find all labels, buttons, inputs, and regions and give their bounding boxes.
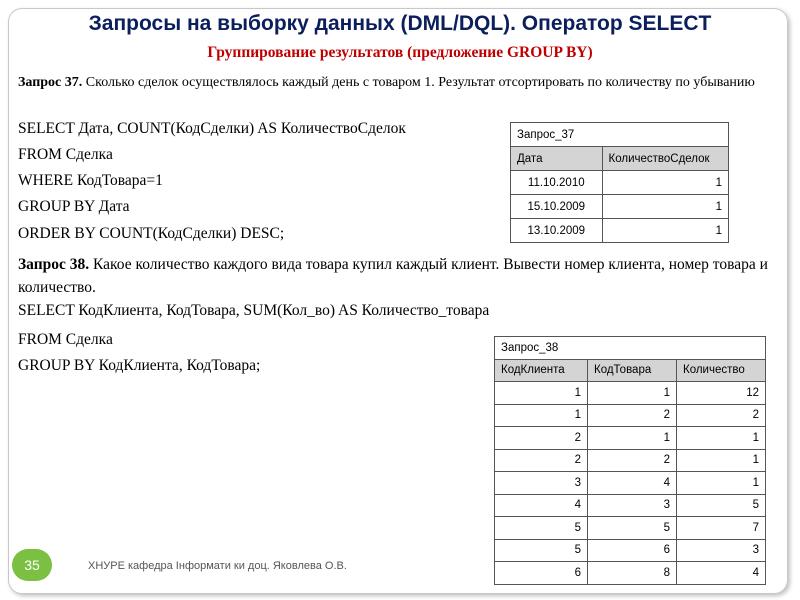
- table-cell: 12: [677, 382, 766, 405]
- table-cell: 2: [495, 427, 588, 450]
- table-cell: 3: [495, 472, 588, 495]
- table-row: [511, 219, 729, 243]
- table-name: Запрос_38: [495, 337, 766, 360]
- table-cell: 6: [495, 562, 588, 585]
- query-37-description: [18, 73, 778, 92]
- table-cell: 1: [677, 472, 766, 495]
- table-name: Запрос_37: [511, 123, 729, 147]
- table-row: [495, 427, 766, 450]
- table-cell: 11.10.2010: [511, 171, 603, 195]
- query-37-label: Запрос 37.: [18, 75, 83, 90]
- table-row: [511, 195, 729, 219]
- query-38-text: Какое количество каждого вида товара купил каждый клиент. Вывести номер клиента, номер товара и количество.: [18, 256, 768, 296]
- table-cell: 3: [677, 539, 766, 562]
- table-cell: 2: [588, 449, 677, 472]
- table-row: [495, 494, 766, 517]
- column-header: Дата: [511, 147, 603, 171]
- query-37-text: Сколько сделок осуществлялось каждый день с товаром 1. Результат отсортировать по количеству по убыванию: [82, 75, 755, 90]
- column-header: Количество: [677, 359, 766, 382]
- table-cell: 5: [495, 517, 588, 540]
- table-cell: 7: [677, 517, 766, 540]
- column-header: КодКлиента: [495, 359, 588, 382]
- table-cell: 8: [588, 562, 677, 585]
- query-38-code-line: FROM Сделка: [18, 331, 113, 348]
- table-cell: 1: [495, 404, 588, 427]
- table-row: [495, 449, 766, 472]
- query-38-label: Запрос 38.: [18, 256, 90, 273]
- query-38-code-line: GROUP BY КодКлиента, КодТовара;: [18, 357, 261, 374]
- table-cell: 2: [588, 404, 677, 427]
- table-cell: 1: [602, 219, 728, 243]
- table-cell: 1: [602, 171, 728, 195]
- table-cell: 1: [602, 195, 728, 219]
- table-cell: 1: [677, 449, 766, 472]
- query-38-code-line: SELECT КодКлиента, КодТовара, SUM(Кол_во) AS Количество_товара: [18, 302, 490, 319]
- table-cell: 4: [495, 494, 588, 517]
- table-cell: 5: [495, 539, 588, 562]
- footer-text: ХНУРЕ кафедра Інформати ки доц. Яковлева О.В.: [88, 560, 347, 572]
- table-row: [495, 517, 766, 540]
- slide-number-badge: 35: [12, 549, 52, 581]
- table-cell: 4: [588, 472, 677, 495]
- table-cell: 3: [588, 494, 677, 517]
- table-cell: 1: [588, 382, 677, 405]
- query-37-result-table: [510, 122, 729, 243]
- query-37-code-line: WHERE КодТовара=1: [18, 172, 163, 189]
- query-37-code-line: ORDER BY COUNT(КодСделки) DESC;: [18, 225, 285, 242]
- table-cell: 13.10.2009: [511, 219, 603, 243]
- query-37-code-line: GROUP BY Дата: [18, 198, 130, 215]
- query-37-code-line: FROM Сделка: [18, 146, 113, 163]
- table-row: [495, 472, 766, 495]
- table-cell: 1: [677, 427, 766, 450]
- table-cell: 5: [677, 494, 766, 517]
- query-38-description: [18, 253, 778, 299]
- table-cell: 4: [677, 562, 766, 585]
- table-row: [495, 382, 766, 405]
- table-cell: 15.10.2009: [511, 195, 603, 219]
- slide-subtitle: Группирование результатов (предложение GROUP BY): [207, 44, 593, 61]
- table-row: [495, 562, 766, 585]
- slide-title: Запросы на выборку данных (DML/DQL). Оператор SELECT: [88, 12, 712, 35]
- table-row: [511, 171, 729, 195]
- query-37-code-line: SELECT Дата, COUNT(КодСделки) AS КоличествоСделок: [18, 120, 406, 137]
- query-38-result-table: [494, 336, 766, 585]
- table-row: [495, 539, 766, 562]
- table-cell: 6: [588, 539, 677, 562]
- table-cell: 2: [495, 449, 588, 472]
- table-cell: 1: [588, 427, 677, 450]
- table-cell: 1: [495, 382, 588, 405]
- column-header: КоличествоСделок: [602, 147, 728, 171]
- column-header: КодТовара: [588, 359, 677, 382]
- table-cell: 5: [588, 517, 677, 540]
- table-cell: 2: [677, 404, 766, 427]
- table-row: [495, 404, 766, 427]
